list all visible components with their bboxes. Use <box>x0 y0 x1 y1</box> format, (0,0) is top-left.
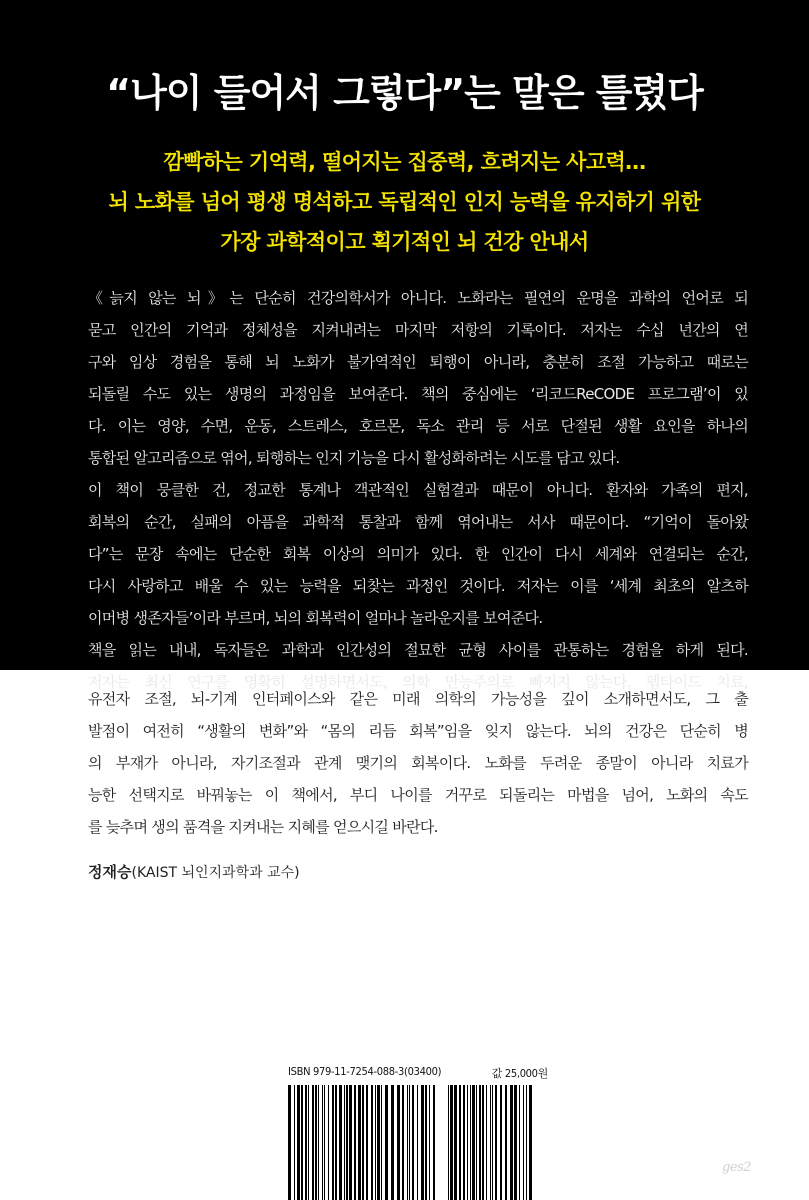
price-barcode-bar <box>459 1085 461 1200</box>
author-affiliation: (KAIST 뇌인지과학과 교수) <box>131 865 300 881</box>
isbn-barcode-bar <box>288 1085 291 1200</box>
body-text-light <box>88 683 748 843</box>
isbn-barcode-bar <box>322 1085 323 1200</box>
price-barcode <box>446 1085 536 1200</box>
isbn-barcode-bar <box>381 1085 382 1200</box>
body-line: 묻고 인간의 기억과 정체성을 지켜내려는 마지막 저항의 기록이다. 저자는 수십 년간의 연 <box>88 321 748 339</box>
isbn-barcode-bar <box>366 1085 368 1200</box>
isbn-barcode-bar <box>328 1085 329 1200</box>
subheadline-line: 뇌 노화를 넘어 평생 명석하고 독립적인 인지 능력을 유지하기 위한 <box>108 190 701 214</box>
isbn-barcode-bar <box>391 1085 394 1200</box>
price-barcode-bar <box>495 1085 497 1200</box>
body-line: 이머병 생존자들’이라 부르며, 뇌의 회복력이 얼마나 놀라운지를 보여준다. <box>88 609 543 627</box>
isbn-number: ISBN 979-11-7254-088-3(03400) <box>288 1065 442 1078</box>
isbn-barcode-bar <box>402 1085 404 1200</box>
price-barcode-bar <box>476 1085 477 1200</box>
subheadline-block <box>0 142 809 262</box>
price-barcode-bar <box>526 1085 527 1200</box>
isbn-barcode-bar <box>332 1085 334 1200</box>
isbn-barcode-bar <box>318 1085 319 1200</box>
isbn-barcode-bar <box>358 1085 361 1200</box>
isbn-barcode-bar <box>344 1085 345 1200</box>
body-text-dark <box>88 282 748 698</box>
isbn-barcode-bar <box>421 1085 424 1200</box>
body-line: 의 부재가 아니라, 자기조절과 관계 맺기의 회복이다. 노화를 두려운 종말이 아니라 치료가 <box>88 754 748 772</box>
isbn-barcode-bar <box>429 1085 430 1200</box>
body-line: 발점이 여전히 “생활의 변화”와 “몸의 리듬 회복”임을 잊지 않는다. 뇌의 건강은 단순히 병 <box>88 722 748 740</box>
price-barcode-bar <box>519 1085 520 1200</box>
body-line: 유전자 조절, 뇌-기계 인터페이스와 같은 미래 의학의 가능성을 깊이 소개하면서도, 그 출 <box>88 690 748 708</box>
isbn-barcode-bar <box>417 1085 418 1200</box>
subheadline-line: 깜빡하는 기억력, 떨어지는 집중력, 흐려지는 사고력… <box>163 150 646 174</box>
price-barcode-bar <box>510 1085 513 1200</box>
price-barcode-bar <box>492 1085 493 1200</box>
author-name: 정재승 <box>88 863 132 881</box>
isbn-barcode-bar <box>312 1085 314 1200</box>
isbn-barcode-bar <box>362 1085 364 1200</box>
body-line: 구와 임상 경험을 통해 뇌 노화가 불가역적인 퇴행이 아니라, 충분히 조절 가능하고 때로는 <box>88 353 748 371</box>
isbn-barcode-bar <box>297 1085 300 1200</box>
isbn-barcode-bar <box>409 1085 410 1200</box>
isbn-row <box>288 1065 548 1083</box>
price-barcode-bar <box>529 1085 532 1200</box>
price-barcode-bar <box>505 1085 507 1200</box>
isbn-barcode-bar <box>407 1085 408 1200</box>
body-line: 책을 읽는 내내, 독자들은 과학과 인간성의 절묘한 균형 사이를 관통하는 경험을 하게 된다. <box>88 641 748 659</box>
body-line: 《늙지 않는 뇌》는 단순히 건강의학서가 아니다. 노화라는 필연의 운명을 과학의 언어로 되 <box>88 289 748 307</box>
isbn-barcode-bar <box>371 1085 373 1200</box>
isbn-barcode-bar <box>397 1085 400 1200</box>
isbn-barcode-bar <box>324 1085 325 1200</box>
isbn-barcode-bar <box>315 1085 317 1200</box>
isbn-barcode-bar <box>412 1085 414 1200</box>
isbn-barcode-bar <box>294 1085 295 1200</box>
price-barcode-bar <box>454 1085 457 1200</box>
price-barcode-bar <box>500 1085 502 1200</box>
isbn-barcode-bar <box>385 1085 388 1200</box>
body-line: 를 늦추며 생의 품격을 지켜내는 지혜를 얻으시길 바란다. <box>88 818 438 836</box>
body-line: 저자는 최신 연구를 명확히 설명하면서도, 의학 만능주의로 빠지지 않는다. 펩타이드 치료, <box>88 673 748 691</box>
author-credit <box>88 857 300 887</box>
isbn-barcode-bar <box>346 1085 348 1200</box>
isbn-barcode-bar <box>339 1085 342 1200</box>
publisher-logo: ges2 <box>722 1160 751 1175</box>
isbn-barcode-bar <box>375 1085 376 1200</box>
isbn-barcode-bar <box>354 1085 356 1200</box>
isbn-barcode-bar <box>308 1085 309 1200</box>
body-line: 능한 선택지로 바꿔놓는 이 책에서, 부디 나이를 거꾸로 되돌리는 마법을 넘어, 노화의 속도 <box>88 786 748 804</box>
body-line: 다”는 문장 속에는 단순한 회복 이상의 의미가 있다. 한 인간이 다시 세계와 연결되는 순간, <box>88 545 748 563</box>
isbn-barcode-bar <box>305 1085 307 1200</box>
body-line: 다시 사랑하고 배울 수 있는 능력을 되찾는 과정인 것이다. 저자는 이를 ‘세계 최초의 알츠하 <box>88 577 748 595</box>
isbn-barcode-bar <box>349 1085 352 1200</box>
body-line: 통합된 알고리즘으로 엮어, 퇴행하는 인지 기능을 다시 활성화하려는 시도를 담고 있다. <box>88 449 620 467</box>
isbn-barcode-bar <box>377 1085 380 1200</box>
price-barcode-bar <box>448 1085 449 1200</box>
price-barcode-bar <box>490 1085 491 1200</box>
isbn-barcode-bar <box>335 1085 337 1200</box>
subheadline-line: 가장 과학적이고 획기적인 뇌 건강 안내서 <box>220 230 589 254</box>
price-barcode-bar <box>523 1085 524 1200</box>
body-line: 다. 이는 영양, 수면, 운동, 스트레스, 호르몬, 독소 관리 등 서로 단절된 생활 요인을 하나의 <box>88 417 748 435</box>
price-barcode-bar <box>486 1085 487 1200</box>
headline: “나이 들어서 그렇다”는 말은 틀렸다 <box>106 71 703 115</box>
price-label: 값 25,000원 <box>491 1067 548 1080</box>
isbn-barcode-bar <box>301 1085 303 1200</box>
price-barcode-bar <box>470 1085 471 1200</box>
price-barcode-bar <box>450 1085 453 1200</box>
body-line: 되돌릴 수도 있는 생명의 과정임을 보여준다. 책의 중심에는 ‘리코드ReCODE 프로그램’이 있 <box>88 385 748 403</box>
body-line: 회복의 순간, 실패의 아픔을 과학적 통찰과 함께 엮어내는 서사 때문이다. “기억이 돌아왔 <box>88 513 748 531</box>
isbn-barcode-bar <box>433 1085 435 1200</box>
price-barcode-bar <box>479 1085 481 1200</box>
body-line: 이 책이 뭉클한 건, 정교한 통계나 객관적인 실험결과 때문이 아니다. 환자와 가족의 편지, <box>88 481 748 499</box>
price-barcode-bar <box>467 1085 468 1200</box>
price-barcode-bar <box>463 1085 465 1200</box>
price-barcode-bar <box>482 1085 484 1200</box>
price-barcode-bar <box>514 1085 517 1200</box>
isbn-barcode-bar <box>425 1085 427 1200</box>
price-barcode-bar <box>472 1085 475 1200</box>
